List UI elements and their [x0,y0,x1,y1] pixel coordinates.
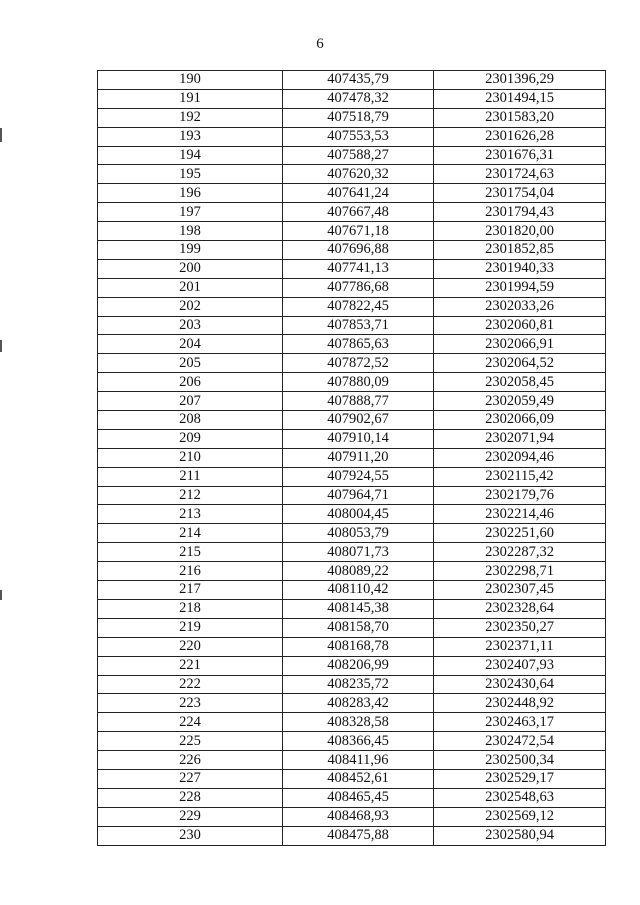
x-coordinate-cell: 408475,88 [283,826,434,845]
table-row [98,618,606,637]
y-coordinate-cell: 2301940,33 [434,259,606,278]
y-coordinate-cell: 2301676,31 [434,146,606,165]
table-row [98,448,606,467]
y-coordinate-cell: 2301994,59 [434,278,606,297]
point-number-cell: 210 [98,448,283,467]
table-row [98,335,606,354]
table-row [98,694,606,713]
x-coordinate-cell: 408071,73 [283,543,434,562]
point-number-cell: 200 [98,259,283,278]
table-row [98,89,606,108]
y-coordinate-cell: 2302529,17 [434,769,606,788]
table-row [98,411,606,430]
point-number-cell: 223 [98,694,283,713]
x-coordinate-cell: 408089,22 [283,562,434,581]
point-number-cell: 224 [98,713,283,732]
y-coordinate-cell: 2302448,92 [434,694,606,713]
point-number-cell: 202 [98,297,283,316]
coordinates-table [97,70,606,846]
x-coordinate-cell: 407865,63 [283,335,434,354]
table-row [98,354,606,373]
point-number-cell: 197 [98,203,283,222]
point-number-cell: 206 [98,373,283,392]
point-number-cell: 198 [98,222,283,241]
x-coordinate-cell: 408468,93 [283,807,434,826]
table-row [98,222,606,241]
x-coordinate-cell: 407667,48 [283,203,434,222]
point-number-cell: 205 [98,354,283,373]
point-number-cell: 228 [98,788,283,807]
table-row [98,165,606,184]
table-row [98,732,606,751]
y-coordinate-cell: 2302328,64 [434,599,606,618]
x-coordinate-cell: 407964,71 [283,486,434,505]
y-coordinate-cell: 2302580,94 [434,826,606,845]
x-coordinate-cell: 407880,09 [283,373,434,392]
point-number-cell: 225 [98,732,283,751]
point-number-cell: 190 [98,71,283,90]
coordinates-table-body [98,71,606,846]
x-coordinate-cell: 407518,79 [283,108,434,127]
x-coordinate-cell: 407786,68 [283,278,434,297]
point-number-cell: 221 [98,656,283,675]
point-number-cell: 192 [98,108,283,127]
point-number-cell: 226 [98,751,283,770]
x-coordinate-cell: 407641,24 [283,184,434,203]
table-row [98,543,606,562]
table-row [98,429,606,448]
y-coordinate-cell: 2302066,91 [434,335,606,354]
table-row [98,127,606,146]
table-row [98,373,606,392]
scan-edge-mark [0,340,2,352]
x-coordinate-cell: 407853,71 [283,316,434,335]
x-coordinate-cell: 407553,53 [283,127,434,146]
y-coordinate-cell: 2301794,43 [434,203,606,222]
point-number-cell: 196 [98,184,283,203]
point-number-cell: 203 [98,316,283,335]
y-coordinate-cell: 2302064,52 [434,354,606,373]
point-number-cell: 193 [98,127,283,146]
x-coordinate-cell: 408004,45 [283,505,434,524]
table-row [98,524,606,543]
y-coordinate-cell: 2301494,15 [434,89,606,108]
y-coordinate-cell: 2302307,45 [434,581,606,600]
point-number-cell: 229 [98,807,283,826]
y-coordinate-cell: 2302115,42 [434,467,606,486]
point-number-cell: 204 [98,335,283,354]
point-number-cell: 207 [98,392,283,411]
table-row [98,599,606,618]
point-number-cell: 209 [98,429,283,448]
x-coordinate-cell: 408452,61 [283,769,434,788]
table-row [98,637,606,656]
scan-edge-mark [0,128,2,142]
point-number-cell: 217 [98,581,283,600]
table-row [98,108,606,127]
point-number-cell: 218 [98,599,283,618]
y-coordinate-cell: 2302071,94 [434,429,606,448]
table-row [98,751,606,770]
x-coordinate-cell: 408145,38 [283,599,434,618]
x-coordinate-cell: 407671,18 [283,222,434,241]
point-number-cell: 219 [98,618,283,637]
y-coordinate-cell: 2302059,49 [434,392,606,411]
table-row [98,807,606,826]
table-row [98,203,606,222]
table-row [98,788,606,807]
y-coordinate-cell: 2302569,12 [434,807,606,826]
table-row [98,278,606,297]
table-row [98,486,606,505]
point-number-cell: 208 [98,411,283,430]
x-coordinate-cell: 407911,20 [283,448,434,467]
y-coordinate-cell: 2302430,64 [434,675,606,694]
x-coordinate-cell: 407910,14 [283,429,434,448]
y-coordinate-cell: 2301820,00 [434,222,606,241]
table-row [98,259,606,278]
x-coordinate-cell: 407888,77 [283,392,434,411]
y-coordinate-cell: 2302033,26 [434,297,606,316]
table-row [98,297,606,316]
table-row [98,505,606,524]
point-number-cell: 213 [98,505,283,524]
x-coordinate-cell: 408206,99 [283,656,434,675]
y-coordinate-cell: 2302371,11 [434,637,606,656]
y-coordinate-cell: 2302548,63 [434,788,606,807]
point-number-cell: 222 [98,675,283,694]
y-coordinate-cell: 2302251,60 [434,524,606,543]
y-coordinate-cell: 2301754,04 [434,184,606,203]
point-number-cell: 230 [98,826,283,845]
y-coordinate-cell: 2302094,46 [434,448,606,467]
x-coordinate-cell: 408328,58 [283,713,434,732]
table-row [98,392,606,411]
y-coordinate-cell: 2302472,54 [434,732,606,751]
x-coordinate-cell: 408366,45 [283,732,434,751]
y-coordinate-cell: 2302500,34 [434,751,606,770]
y-coordinate-cell: 2301626,28 [434,127,606,146]
y-coordinate-cell: 2301583,20 [434,108,606,127]
x-coordinate-cell: 407741,13 [283,259,434,278]
table-row [98,316,606,335]
x-coordinate-cell: 408283,42 [283,694,434,713]
x-coordinate-cell: 408053,79 [283,524,434,543]
y-coordinate-cell: 2302058,45 [434,373,606,392]
point-number-cell: 215 [98,543,283,562]
y-coordinate-cell: 2302214,46 [434,505,606,524]
x-coordinate-cell: 407696,88 [283,241,434,260]
x-coordinate-cell: 407478,32 [283,89,434,108]
table-row [98,562,606,581]
y-coordinate-cell: 2302350,27 [434,618,606,637]
table-row [98,656,606,675]
table-row [98,826,606,845]
x-coordinate-cell: 408168,78 [283,637,434,656]
scan-edge-mark [0,590,2,600]
x-coordinate-cell: 408158,70 [283,618,434,637]
y-coordinate-cell: 2302179,76 [434,486,606,505]
x-coordinate-cell: 408411,96 [283,751,434,770]
x-coordinate-cell: 407872,52 [283,354,434,373]
x-coordinate-cell: 408235,72 [283,675,434,694]
table-row [98,241,606,260]
x-coordinate-cell: 408110,42 [283,581,434,600]
page-number: 6 [316,36,324,52]
y-coordinate-cell: 2301724,63 [434,165,606,184]
point-number-cell: 227 [98,769,283,788]
table-row [98,467,606,486]
table-row [98,713,606,732]
table-row [98,146,606,165]
y-coordinate-cell: 2302287,32 [434,543,606,562]
x-coordinate-cell: 407435,79 [283,71,434,90]
y-coordinate-cell: 2302060,81 [434,316,606,335]
table-row [98,581,606,600]
table-row [98,184,606,203]
x-coordinate-cell: 408465,45 [283,788,434,807]
point-number-cell: 201 [98,278,283,297]
y-coordinate-cell: 2301396,29 [434,71,606,90]
y-coordinate-cell: 2301852,85 [434,241,606,260]
point-number-cell: 191 [98,89,283,108]
y-coordinate-cell: 2302066,09 [434,411,606,430]
table-row [98,71,606,90]
x-coordinate-cell: 407822,45 [283,297,434,316]
y-coordinate-cell: 2302407,93 [434,656,606,675]
y-coordinate-cell: 2302463,17 [434,713,606,732]
point-number-cell: 195 [98,165,283,184]
x-coordinate-cell: 407902,67 [283,411,434,430]
point-number-cell: 211 [98,467,283,486]
y-coordinate-cell: 2302298,71 [434,562,606,581]
x-coordinate-cell: 407588,27 [283,146,434,165]
x-coordinate-cell: 407620,32 [283,165,434,184]
table-row [98,769,606,788]
point-number-cell: 216 [98,562,283,581]
point-number-cell: 199 [98,241,283,260]
point-number-cell: 214 [98,524,283,543]
point-number-cell: 220 [98,637,283,656]
point-number-cell: 194 [98,146,283,165]
point-number-cell: 212 [98,486,283,505]
table-row [98,675,606,694]
x-coordinate-cell: 407924,55 [283,467,434,486]
